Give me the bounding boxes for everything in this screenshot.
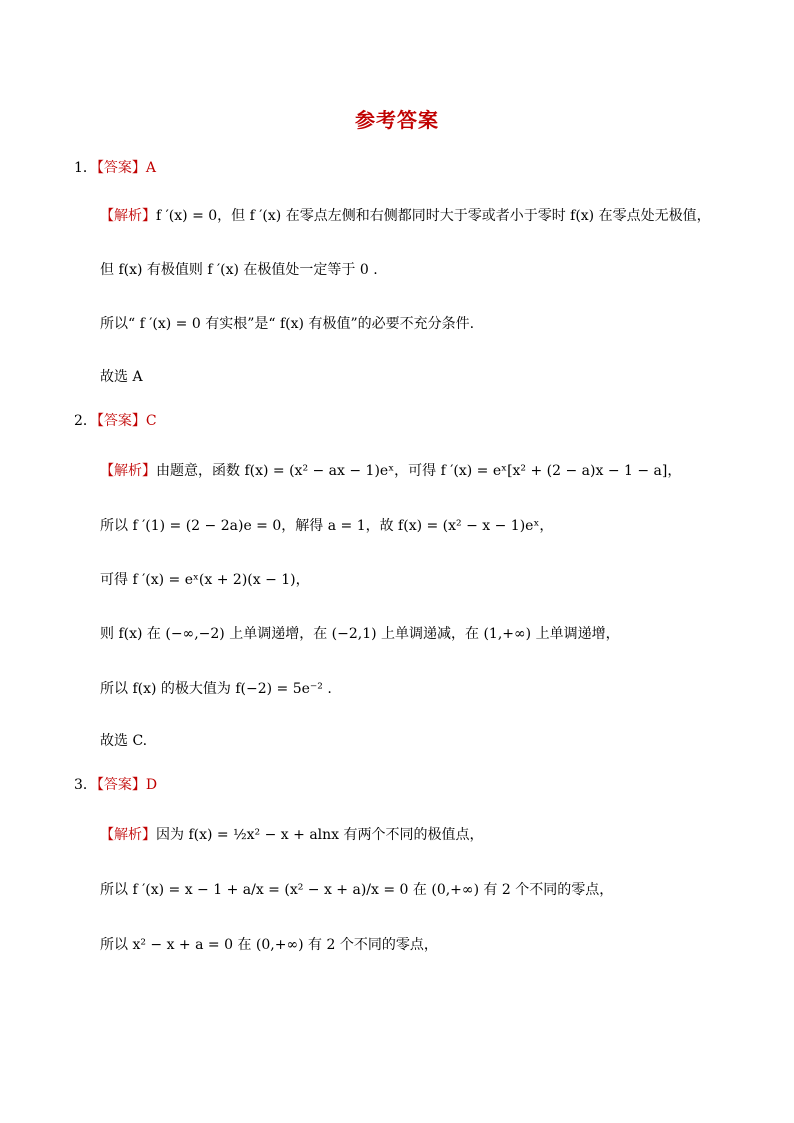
question-2-line-4 bbox=[100, 624, 620, 644]
question-number: 3． bbox=[74, 777, 97, 793]
page-title: 参考答案 bbox=[355, 108, 439, 132]
question-3-line-2 bbox=[100, 880, 613, 900]
line-text: f ′(x) = 0，但 f ′(x) 在零点左侧和右侧都同时大于零或者小于零时 f(x) 在零点处无极值， bbox=[156, 208, 711, 224]
answer-value: A bbox=[145, 160, 157, 176]
question-1-line-1 bbox=[100, 206, 711, 226]
question-2-line-6 bbox=[100, 731, 147, 751]
line-text: 可得 f ′(x) = eˣ(x + 2)(x − 1)， bbox=[100, 572, 310, 588]
line-text: 所以“ f ′(x) = 0 有实根”是“ f(x) 有极值”的必要不充分条件. bbox=[100, 316, 475, 332]
question-2-line-5 bbox=[100, 679, 332, 699]
line-text: 因为 f(x) = ½x² − x + alnx 有两个不同的极值点， bbox=[156, 827, 484, 843]
analysis-label: 【解析】 bbox=[100, 463, 156, 479]
line-text: 所以 f ′(x) = x − 1 + a/x = (x² − x + a)/x = 0 在 (0,+∞) 有 2 个不同的零点， bbox=[100, 882, 614, 898]
question-number: 2． bbox=[74, 413, 97, 429]
question-1-line-3 bbox=[100, 314, 474, 334]
line-text: 所以 f ′(1) = (2 − 2a)e = 0，解得 a = 1，故 f(x) = (x² − x − 1)eˣ， bbox=[100, 518, 554, 534]
line-text: 所以 f(x) 的极大值为 f(−2) = 5e⁻² . bbox=[100, 681, 332, 697]
line-text: 但 f(x) 有极值则 f ′(x) 在极值处一定等于 0 . bbox=[100, 262, 378, 278]
question-number: 1． bbox=[74, 160, 97, 176]
line-text: 则 f(x) 在 (−∞,−2) 上单调递增，在 (−2,1) 上单调递减，在 (1,+∞) 上单调递增， bbox=[100, 626, 620, 642]
line-text: 由题意，函数 f(x) = (x² − ax − 1)eˣ，可得 f ′(x) = eˣ[x² + (2 − a)x − 1 − a]， bbox=[156, 463, 682, 479]
question-2-line-2 bbox=[100, 516, 553, 536]
question-1-line-2 bbox=[100, 260, 378, 280]
line-text: 所以 x² − x + a = 0 在 (0,+∞) 有 2 个不同的零点， bbox=[100, 937, 438, 953]
answer-label: 【答案】 bbox=[96, 413, 146, 429]
answer-label: 【答案】 bbox=[96, 160, 146, 176]
answer-value: C bbox=[145, 413, 157, 429]
line-text: 故选 C. bbox=[100, 733, 148, 749]
answer-label: 【答案】 bbox=[96, 777, 146, 793]
question-3-line-3 bbox=[100, 935, 438, 955]
question-2-line-3 bbox=[100, 570, 310, 590]
question-1-line-4 bbox=[100, 367, 143, 387]
question-3-header bbox=[74, 775, 157, 795]
analysis-label: 【解析】 bbox=[100, 827, 156, 843]
question-3-line-1 bbox=[100, 825, 484, 845]
answer-value: D bbox=[145, 777, 158, 793]
line-text: 故选 A bbox=[100, 369, 143, 385]
analysis-label: 【解析】 bbox=[100, 208, 156, 224]
question-1-header bbox=[74, 158, 156, 178]
question-2-line-1 bbox=[100, 461, 681, 481]
question-2-header bbox=[74, 411, 157, 431]
